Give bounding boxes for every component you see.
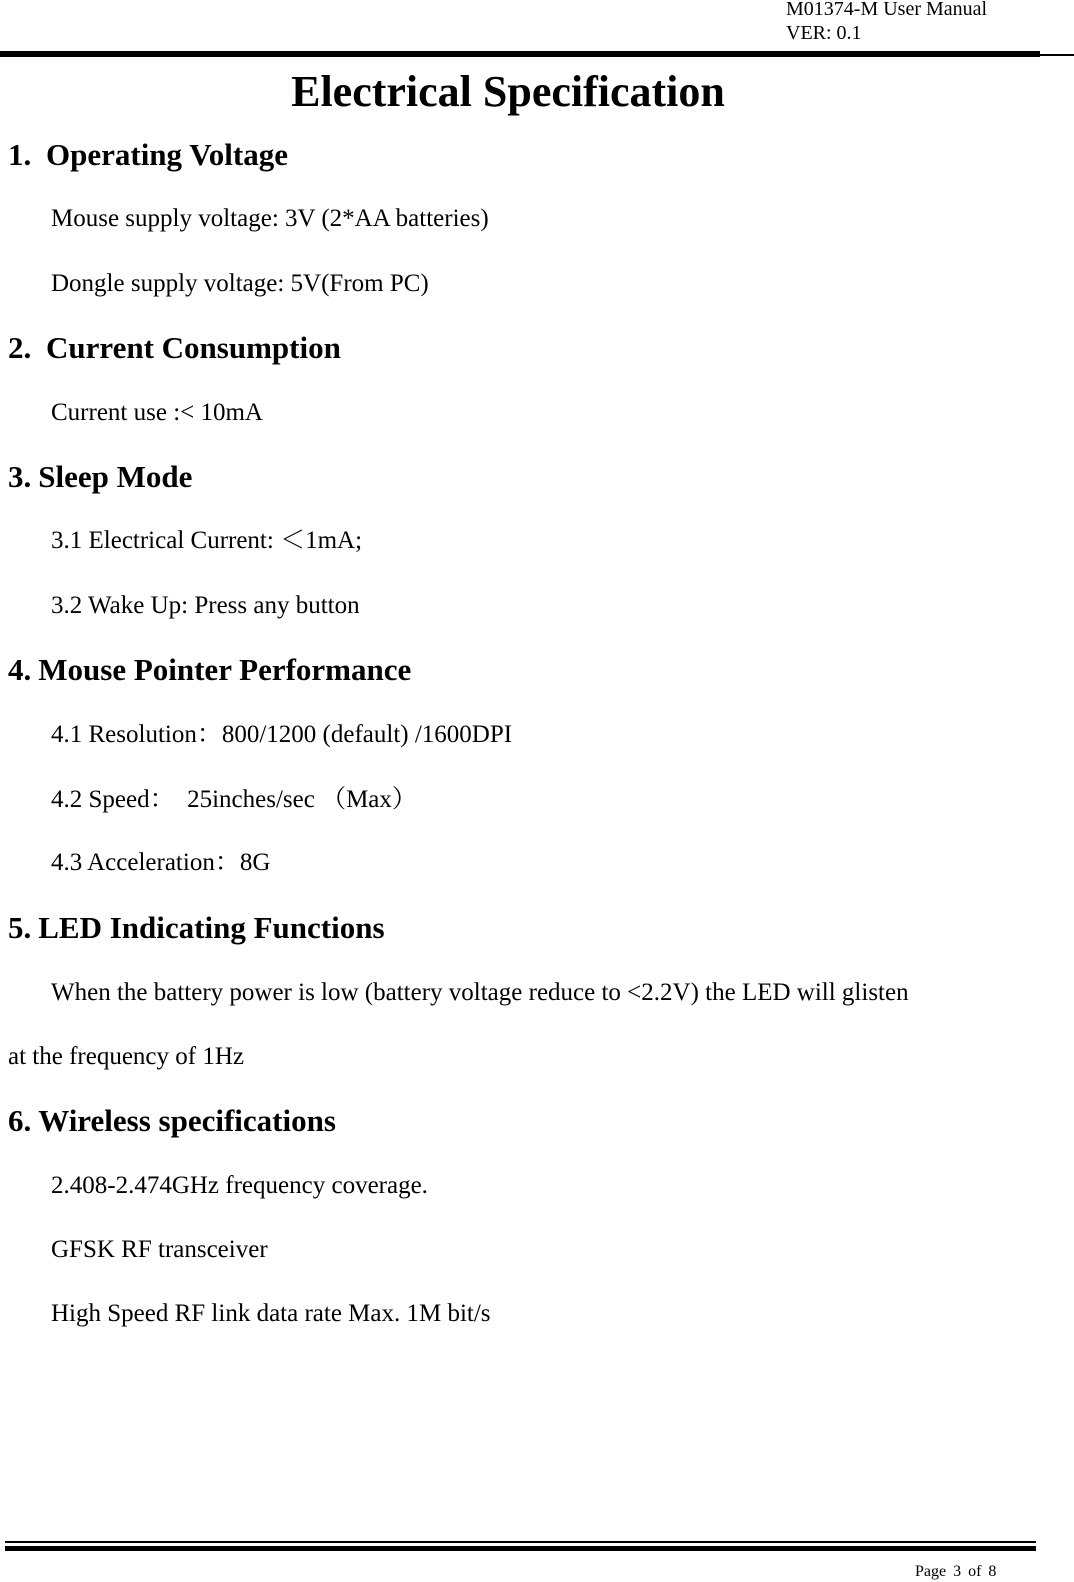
body-line: High Speed RF link data rate Max. 1M bit/s [51, 1300, 491, 1327]
body-line: 3.1 Electrical Current: ＜1mA; [51, 527, 363, 554]
body-line: Current use :< 10mA [51, 399, 263, 426]
section-heading-operating-voltage [8, 135, 288, 175]
section-heading-mouse-pointer-performance [8, 650, 411, 690]
section-number: 2. [8, 330, 32, 365]
body-line: When the battery power is low (battery voltage reduce to <2.2V) the LED will glisten [51, 979, 909, 1006]
section-heading-wireless-specifications [8, 1101, 336, 1141]
section-title: LED Indicating Functions [38, 910, 385, 945]
body-line: at the frequency of 1Hz [8, 1043, 244, 1070]
footer-rule-thin [5, 1541, 1036, 1543]
section-number: 1. [8, 137, 32, 172]
header-version: VER: 0.1 [786, 22, 862, 44]
header-doc-title: M01374-M User Manual [786, 0, 988, 20]
page-number: Page 3 of 8 [915, 1563, 997, 1580]
page-title: Electrical Specification [291, 67, 725, 116]
body-line: 4.2 Speed： 25inches/sec （Max） [51, 786, 417, 813]
section-heading-sleep-mode [8, 457, 192, 497]
footer-rule [5, 1546, 1036, 1551]
section-title: Sleep Mode [38, 459, 193, 494]
section-title: Mouse Pointer Performance [38, 652, 412, 687]
body-line: Dongle supply voltage: 5V(From PC) [51, 270, 429, 297]
body-line: GFSK RF transceiver [51, 1236, 268, 1263]
body-line: 4.1 Resolution：800/1200 (default) /1600DPI [51, 721, 513, 748]
section-number: 4. [8, 652, 32, 687]
section-title: Current Consumption [46, 330, 341, 365]
body-line: 2.408-2.474GHz frequency coverage. [51, 1172, 428, 1199]
body-line: 3.2 Wake Up: Press any button [51, 592, 360, 619]
section-heading-led-indicating-functions [8, 908, 385, 948]
body-line: Mouse supply voltage: 3V (2*AA batteries) [51, 205, 489, 232]
section-title: Wireless specifications [38, 1103, 336, 1138]
section-number: 6. [8, 1103, 32, 1138]
section-heading-current-consumption [8, 328, 341, 368]
section-number: 5. [8, 910, 32, 945]
body-line: 4.3 Acceleration：8G [51, 849, 271, 876]
section-number: 3. [8, 459, 32, 494]
section-title: Operating Voltage [46, 137, 288, 172]
header-rule-thin [1040, 54, 1074, 56]
header-rule [0, 51, 1040, 57]
